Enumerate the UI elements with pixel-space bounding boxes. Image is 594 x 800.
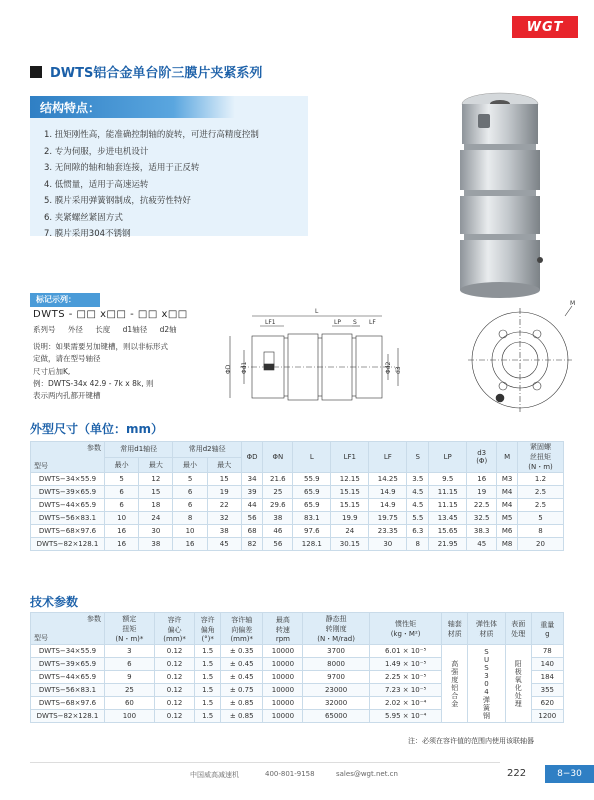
col-header: 惯性矩 (kg・M²) (369, 613, 442, 645)
feature-item: 5. 膜片采用弹簧钢制成，抗疲劳性特好 (44, 196, 191, 206)
example-code: DWTS - □□ x□□ - □□ x□□ (33, 309, 188, 320)
feature-item: 3. 无间隙的轴和轴套连接，适用于正反转 (44, 163, 200, 173)
table-cell: 9.5 (429, 473, 467, 486)
table-cell: ± 0.85 (221, 710, 263, 723)
table-cell: 6 (105, 486, 139, 499)
table-cell: 8 (518, 525, 564, 538)
table-row (31, 473, 564, 486)
feature-item: 1. 扭矩刚性高，能准确控制轴的旋转，可进行高精度控制 (44, 130, 259, 140)
merged-material-cell: 阳 极 氧 化 处 理 (505, 645, 531, 723)
table-cell: 100 (105, 710, 155, 723)
table-cell: 22.5 (467, 499, 497, 512)
table-cell: 2.02 × 10⁻⁴ (369, 697, 442, 710)
table-cell: 38 (207, 525, 241, 538)
feature-item: 6. 夹紧螺丝紧固方式 (44, 212, 123, 223)
table-cell: 25 (105, 684, 155, 697)
col-header: 重量 g (531, 613, 563, 645)
features-heading: 结构特点： (30, 96, 235, 118)
col-header: 静态扭 转刚度 (N・M/rad) (303, 613, 369, 645)
table-cell: 15.15 (331, 499, 369, 512)
example-label: 外径 (67, 325, 83, 334)
note-line: 表示两内孔都开键槽 (33, 391, 101, 401)
table-cell: ± 0.85 (221, 697, 263, 710)
model-cell: DWTS−68×97.6 (31, 525, 105, 538)
table-cell: 56 (263, 538, 293, 551)
table-row (31, 512, 564, 525)
tech-footnote: 注：必须在容许值的范围内使用该联轴器 (408, 737, 534, 745)
table-cell: 24 (139, 512, 173, 525)
model-cell: DWTS−56×83.1 (31, 684, 105, 697)
feature-item: 7. 膜片采用304不锈钢 (44, 229, 131, 239)
table-cell: 97.6 (293, 525, 331, 538)
dims-corner (31, 442, 105, 473)
wgt-logo: WGT (512, 16, 578, 38)
table-cell: 23000 (303, 684, 369, 697)
table-cell: 16 (173, 538, 207, 551)
table-cell: 1.5 (195, 645, 221, 658)
feature-item: 2. 专为伺服，步进电机设计 (44, 146, 149, 157)
table-cell: 38.3 (467, 525, 497, 538)
col-header: L (293, 442, 331, 473)
table-cell: 10000 (263, 671, 303, 684)
table-cell: 45 (467, 538, 497, 551)
col-header: S (407, 442, 429, 473)
table-cell: 355 (531, 684, 563, 697)
table-cell: 6 (105, 658, 155, 671)
model-cell: DWTS−56×83.1 (31, 512, 105, 525)
table-cell: 82 (241, 538, 262, 551)
table-cell: 0.12 (154, 645, 195, 658)
table-cell: 140 (531, 658, 563, 671)
table-cell: 6.01 × 10⁻⁵ (369, 645, 442, 658)
table-cell: M8 (497, 538, 518, 551)
table-cell: M5 (497, 512, 518, 525)
dims-table (30, 441, 564, 551)
table-cell: 20 (518, 538, 564, 551)
model-cell: DWTS−39×65.9 (31, 658, 105, 671)
example-heading: 标记示列： (30, 293, 100, 307)
table-cell: 7.23 × 10⁻⁵ (369, 684, 442, 697)
table-cell: 5 (518, 512, 564, 525)
table-cell: 65.9 (293, 486, 331, 499)
table-cell: ± 0.35 (221, 645, 263, 658)
table-cell: 11.15 (429, 486, 467, 499)
table-cell: 29.6 (263, 499, 293, 512)
table-cell: 12.15 (331, 473, 369, 486)
col-header: 表面 处理 (505, 613, 531, 645)
dims-title: 外型尺寸（单位：mm） (30, 422, 164, 436)
table-cell: 30.15 (331, 538, 369, 551)
model-cell: DWTS−44×65.9 (31, 671, 105, 684)
model-cell: DWTS−82×128.1 (31, 538, 105, 551)
table-cell: 18 (139, 499, 173, 512)
table-cell: 1.5 (195, 697, 221, 710)
table-cell: 32 (207, 512, 241, 525)
table-cell: 15 (139, 486, 173, 499)
table-cell: 5 (173, 473, 207, 486)
dim-phid1: Φd1 (241, 361, 248, 374)
table-cell: 10000 (263, 645, 303, 658)
table-cell: 8 (407, 538, 429, 551)
table-cell: 1.5 (195, 658, 221, 671)
table-cell: 15 (207, 473, 241, 486)
coupling-photo (440, 90, 560, 300)
model-cell: DWTS−34×55.9 (31, 645, 105, 658)
example-label: d1轴径 (122, 325, 148, 334)
table-cell: 184 (531, 671, 563, 684)
note-line: 说明：如果需要另加键槽，则以非标形式 (33, 342, 168, 351)
table-cell: 9 (105, 671, 155, 684)
table-cell: 4.5 (407, 486, 429, 499)
col-header: LP (429, 442, 467, 473)
table-cell: 5 (105, 473, 139, 486)
corner-model: 型号 (34, 634, 48, 642)
table-cell: 44 (241, 499, 262, 512)
table-cell: 3 (105, 645, 155, 658)
table-cell: 10000 (263, 684, 303, 697)
table-cell: 13.45 (429, 512, 467, 525)
table-cell: 46 (263, 525, 293, 538)
tech-body (31, 645, 564, 723)
merged-material-cell: 高 强 度 铝 合 金 (442, 645, 468, 723)
table-cell: 2.5 (518, 499, 564, 512)
table-cell: 3700 (303, 645, 369, 658)
table-cell: 16 (105, 525, 139, 538)
features-list (44, 127, 259, 243)
merged-material-cell: S U S 3 0 4 弹 簧 钢 (468, 645, 506, 723)
table-cell: 2.5 (518, 486, 564, 499)
table-cell: M4 (497, 499, 518, 512)
table-cell: 6 (105, 499, 139, 512)
col-header: LF (369, 442, 407, 473)
example-label: 长度 (95, 325, 111, 334)
feature-item: 4. 低惯量，适用于高速运转 (44, 179, 149, 190)
model-cell: DWTS−39×65.9 (31, 486, 105, 499)
table-cell: 14.25 (369, 473, 407, 486)
footer-divider (30, 762, 500, 763)
table-cell: 38 (139, 538, 173, 551)
col-header: 额定 扭矩 (N・m)* (105, 613, 155, 645)
table-cell: 1.49 × 10⁻⁵ (369, 658, 442, 671)
table-cell: 620 (531, 697, 563, 710)
col-header: 弹性体 材质 (468, 613, 506, 645)
table-cell: 19.9 (331, 512, 369, 525)
table-cell: 32.5 (467, 512, 497, 525)
dim-M: M (570, 300, 576, 307)
table-cell: 14.9 (369, 499, 407, 512)
model-cell: DWTS−34×55.9 (31, 473, 105, 486)
dim-LF1: LF1 (265, 319, 276, 326)
example-label: 系列号 (33, 325, 56, 334)
table-cell: 22 (207, 499, 241, 512)
table-cell: 0.12 (154, 697, 195, 710)
dim-phid2: Φd2 (385, 361, 392, 374)
table-cell: 65000 (303, 710, 369, 723)
table-cell: 68 (241, 525, 262, 538)
table-cell: 25 (263, 486, 293, 499)
table-cell: 3.5 (407, 473, 429, 486)
table-cell: 128.1 (293, 538, 331, 551)
table-cell: 56 (241, 512, 262, 525)
table-cell: 1.2 (518, 473, 564, 486)
table-cell: 5.5 (407, 512, 429, 525)
table-cell: ± 0.45 (221, 658, 263, 671)
note-line: 定做，请在型号轴径 (33, 354, 101, 364)
dim-LP: LP (334, 319, 341, 326)
table-cell: 34 (241, 473, 262, 486)
model-cell: DWTS−44×65.9 (31, 499, 105, 512)
table-cell: 21.95 (429, 538, 467, 551)
table-cell: 6.3 (407, 525, 429, 538)
model-cell: DWTS−82×128.1 (31, 710, 105, 723)
example-note (33, 341, 213, 402)
corner-param: 参数 (87, 615, 101, 623)
table-cell: 8000 (303, 658, 369, 671)
col-header: ΦD (241, 442, 262, 473)
table-cell: 30 (139, 525, 173, 538)
dim-S: S (353, 319, 357, 326)
table-cell: 16 (105, 538, 139, 551)
table-cell: 8 (173, 512, 207, 525)
table-cell: 0.12 (154, 684, 195, 697)
table-row (31, 486, 564, 499)
dim-d3: d3 (395, 366, 402, 374)
technical-drawing (200, 298, 590, 413)
table-cell: 6 (173, 499, 207, 512)
dim-LF: LF (369, 319, 376, 326)
table-cell: 10000 (263, 658, 303, 671)
col-header: 容许 偏心 (mm)* (154, 613, 195, 645)
table-cell: 55.9 (293, 473, 331, 486)
col-header: 容许 偏角 (°)* (195, 613, 221, 645)
table-row (31, 645, 564, 658)
table-cell: 14.9 (369, 486, 407, 499)
col-group-d1: 常用d1轴径 (105, 442, 173, 458)
col-header: 容许轴 向偏差 (mm)* (221, 613, 263, 645)
tech-title: 技术参数 (30, 595, 79, 609)
model-cell: DWTS−68×97.6 (31, 697, 105, 710)
table-cell: 65.9 (293, 499, 331, 512)
note-line: 例：DWTS-34x 42.9 - 7k x 8k, 则 (33, 378, 154, 388)
table-cell: 6 (173, 486, 207, 499)
table-cell: 39 (241, 486, 262, 499)
note-line: 尺寸后加K, (33, 366, 71, 376)
table-cell: ± 0.75 (221, 684, 263, 697)
corner-model: 型号 (34, 462, 48, 470)
table-row (31, 538, 564, 551)
dim-L: L (315, 308, 319, 315)
example-label: d2轴 (159, 325, 177, 334)
table-cell: 60 (105, 697, 155, 710)
col-sub: 最大 (207, 457, 241, 473)
example-labels (33, 324, 187, 335)
dims-body (31, 473, 564, 551)
title-marker (30, 66, 42, 78)
table-cell: 19 (207, 486, 241, 499)
table-cell: 1.5 (195, 671, 221, 684)
tech-table (30, 612, 564, 723)
table-cell: 10 (105, 512, 139, 525)
table-cell: 21.6 (263, 473, 293, 486)
tech-corner (31, 613, 105, 645)
table-cell: 11.15 (429, 499, 467, 512)
table-cell: 12 (139, 473, 173, 486)
col-header: 轴套 材质 (442, 613, 468, 645)
col-sub: 最小 (105, 457, 139, 473)
table-cell: 1.5 (195, 710, 221, 723)
table-cell: 0.12 (154, 658, 195, 671)
table-cell: 10 (173, 525, 207, 538)
table-cell: ± 0.45 (221, 671, 263, 684)
table-cell: 10000 (263, 697, 303, 710)
col-header: 紧固螺 丝扭矩 (N・m) (518, 442, 564, 473)
col-group-d2: 常用d2轴径 (173, 442, 241, 458)
table-cell: 30 (369, 538, 407, 551)
table-cell: 78 (531, 645, 563, 658)
table-cell: M4 (497, 486, 518, 499)
table-cell: 16 (467, 473, 497, 486)
col-header: 最高 转速 rpm (263, 613, 303, 645)
table-cell: 4.5 (407, 499, 429, 512)
table-cell: 9700 (303, 671, 369, 684)
table-row (31, 499, 564, 512)
table-cell: 24 (331, 525, 369, 538)
table-cell: 0.12 (154, 710, 195, 723)
table-cell: 45 (207, 538, 241, 551)
table-row (31, 525, 564, 538)
table-cell: 1.5 (195, 684, 221, 697)
table-cell: M6 (497, 525, 518, 538)
col-header: ΦN (263, 442, 293, 473)
col-sub: 最大 (139, 457, 173, 473)
page-tab: 8−30 (545, 765, 594, 783)
col-sub: 最小 (173, 457, 207, 473)
page-title: DWTS铝合金单台阶三膜片夹紧系列 (50, 66, 263, 81)
table-cell: 15.65 (429, 525, 467, 538)
table-cell: 0.12 (154, 671, 195, 684)
corner-param: 参数 (87, 444, 101, 452)
table-cell: 5.95 × 10⁻⁴ (369, 710, 442, 723)
col-header: M (497, 442, 518, 473)
table-cell: 32000 (303, 697, 369, 710)
table-cell: 2.25 × 10⁻⁵ (369, 671, 442, 684)
table-cell: 19 (467, 486, 497, 499)
footer-email: sales@wgt.net.cn (336, 770, 398, 778)
table-cell: 1200 (531, 710, 563, 723)
footer-company: 中国威高减速机 (190, 771, 239, 779)
table-cell: 38 (263, 512, 293, 525)
dim-phiD: ΦD (225, 364, 232, 374)
col-header: LF1 (331, 442, 369, 473)
table-cell: 15.15 (331, 486, 369, 499)
page-number: 222 (507, 768, 527, 779)
footer-phone: 400-801-9158 (265, 770, 315, 778)
col-header: d3 (Φ) (467, 442, 497, 473)
table-cell: 83.1 (293, 512, 331, 525)
table-cell: 10000 (263, 710, 303, 723)
table-cell: M3 (497, 473, 518, 486)
table-cell: 23.35 (369, 525, 407, 538)
table-cell: 19.75 (369, 512, 407, 525)
